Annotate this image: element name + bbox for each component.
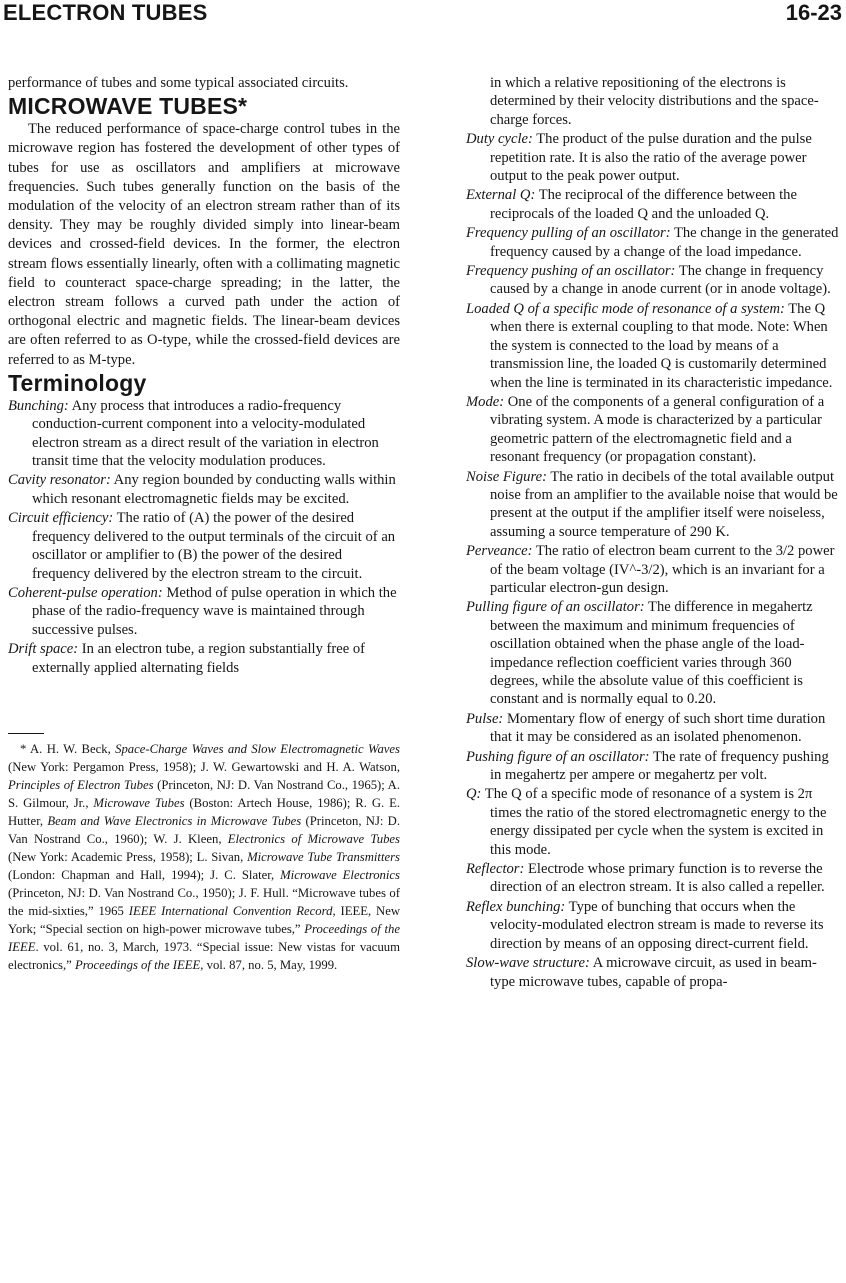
footnote-text: , vol. 87, no. 5, May, 1999.: [200, 957, 338, 972]
definition-text: The reciprocal of the difference between the reciprocals of the loaded Q and the unloaded Q.: [490, 187, 797, 222]
footnote-text: (New York: Pergamon Press, 1958); J. W. Gewartowski and H. A. Watson,: [8, 759, 400, 774]
section-heading-terminology: Terminology: [8, 369, 147, 396]
definition-entry: [466, 300, 840, 392]
definition-entry: [466, 186, 840, 223]
definition-text: Any process that introduces a radio-frequency conduction-current component into a velocity-modulated electron stream as a direct result of the variation in electron transit time that the velocity modulation produces.: [32, 397, 379, 470]
definition-entry: [466, 262, 840, 299]
footnote: [8, 740, 400, 974]
definition-text: Any region bounded by conducting walls within which resonant electromagnetic fields may be excited.: [32, 472, 396, 507]
definition-entry: [8, 584, 400, 639]
right-column: [466, 74, 840, 992]
section-heading-microwave-tubes: MICROWAVE TUBES*: [8, 93, 248, 120]
definition-text: The product of the pulse duration and the pulse repetition rate. It is also the ratio of the average power output to the peak power output.: [490, 131, 812, 185]
definition-entry: [466, 468, 840, 542]
definition-entry: [466, 748, 840, 785]
footnote-citation-title: Electronics of Microwave Tubes: [227, 831, 400, 846]
definition-term: Pulse:: [466, 710, 504, 727]
terminology-list-right: [466, 74, 840, 991]
definition-entry: [466, 785, 840, 859]
definition-text: In an electron tube, a region substantially free of externally applied alternating fields: [32, 641, 366, 676]
definition-term: Drift space:: [8, 641, 79, 658]
definition-term: Pushing figure of an oscillator:: [466, 748, 650, 765]
definition-term: Pulling figure of an oscillator:: [466, 599, 645, 616]
definition-text: The rate of frequency pushing in megahertz per ampere or megahertz per volt.: [490, 748, 829, 784]
definition-term: Bunching:: [8, 397, 69, 414]
definition-entry: [466, 954, 840, 991]
definition-text: The ratio of electron beam current to the 3/2 power of the beam voltage (IV^-3/2), which is an invariant for a particular electron-gun design.: [490, 543, 835, 596]
terminology-list-left: [8, 397, 400, 677]
definition-entry: [466, 224, 840, 261]
footnote-citation-title: Space-Charge Waves and Slow Electromagnetic Waves: [115, 741, 400, 756]
definition-term: Slow-wave structure:: [466, 955, 590, 972]
definition-text: The change in the generated frequency caused by a change of the load impedance.: [490, 225, 839, 260]
definition-text: The Q of a specific mode of resonance of a system is 2π times the ratio of the stored electromagnetic energy to the energy dissipated per cycle when the system is excited in this mode.: [484, 786, 827, 858]
footnote-text: (London: Chapman and Hall, 1994); J. C. Slater,: [8, 867, 281, 882]
definition-text: The change in frequency caused by a change in anode current (or in anode voltage).: [490, 263, 831, 298]
footnote-text: (Princeton, NJ: D. Van Nostrand Co., 1950); J. F. Hull. “Microwave tubes of the mid-sixties,” 1965: [8, 885, 400, 918]
definition-entry: [466, 130, 840, 185]
footnote-text: (New York: Academic Press, 1958); L. Sivan,: [8, 849, 248, 864]
definition-term: Reflex bunching:: [466, 898, 566, 915]
definition-text: Momentary flow of energy of such short time duration that it may be considered as an isolated phenomenon.: [490, 710, 826, 746]
definition-term: Cavity resonator:: [8, 472, 111, 489]
definition-entry: [466, 393, 840, 467]
footnote-text: * A. H. W. Beck,: [20, 741, 116, 756]
definition-entry: [466, 898, 840, 953]
footnote-citation-title: Microwave Electronics: [280, 867, 400, 882]
running-head: [0, 0, 846, 30]
footnote-citation-title: Proceedings of the IEEE: [74, 957, 201, 972]
definition-term: Mode:: [466, 393, 505, 410]
definition-term: Q:: [466, 786, 482, 803]
footnote-citation-title: Principles of Electron Tubes: [8, 777, 154, 792]
definition-entry: [466, 542, 840, 597]
definition-text: The difference in megahertz between the maximum and minimum frequencies of oscillation obtained when the phase angle of the load-impedance reflection coefficient varies through 360 degrees, while the absolute value of this coefficient is constant and is normally equal to 0.20.: [490, 599, 813, 708]
footnote-text: (Princeton, NJ: D. Van Nostrand Co., 1965); A. S. Gilmour, Jr.,: [8, 777, 400, 810]
microwave-tubes-paragraph: The reduced performance of space-charge control tubes in the microwave region has fostered the development of other types of tubes for use as oscillators and amplifiers at microwave frequencies. Such tubes generally function on the basis of the modulation of the velocity of an electron stream rather than of its density. They may be roughly divided simply into linear-beam devices and crossed-field devices. In the former, the electron stream flows essentially linearly, often with a collimating magnetic field to counteract space-charge spreading; in the latter, the electron stream follows a curved path under the action of orthogonal electric and magnetic fields. The linear-beam devices are often referred to as O-type, while the crossed-field devices are referred to as M-type.: [8, 121, 400, 368]
intro-paragraph: performance of tubes and some typical associated circuits.: [8, 75, 349, 91]
footnote-citation-title: Beam and Wave Electronics in Microwave Tubes: [47, 813, 302, 828]
footnote-text: , IEEE, New York; “Special section on high-power microwave tubes,”: [8, 903, 400, 936]
definition-entry: [466, 860, 840, 897]
footnote-text: . vol. 61, no. 3, March, 1973. “Special issue: New vistas for vacuum electronics,”: [8, 939, 400, 972]
footnote-rule: [8, 733, 44, 734]
definition-term: Perveance:: [466, 543, 533, 560]
definition-entry: [8, 640, 400, 677]
definition-term: Loaded Q of a specific mode of resonance of a system:: [466, 300, 785, 317]
footnote-citation-title: Microwave Tubes: [93, 795, 185, 810]
definition-term: External Q:: [466, 187, 536, 204]
definition-text: Electrode whose primary function is to reverse the direction of an electron stream. It is also called a repeller.: [490, 861, 825, 896]
footnote-text: (Boston: Artech House, 1986); R. G. E. Hutter,: [8, 795, 400, 828]
chapter-title: ELECTRON TUBES: [3, 0, 208, 25]
definition-text: in which a relative repositioning of the electrons is determined by their velocity distributions and the space-charge forces.: [490, 75, 819, 128]
definition-text: Method of pulse operation in which the phase of the radio-frequency wave is maintained through successive pulses.: [32, 584, 397, 638]
definition-term: Frequency pushing of an oscillator:: [466, 263, 676, 280]
definition-text: One of the components of a general configuration of a vibrating system. A mode is characterized by a particular geometric pattern of the electromagnetic field and a resonant frequency (or propagation constant).: [490, 393, 825, 466]
definition-text: The Q when there is external coupling to that mode. Note: When the system is connected to the load by means of a transmission line, the loaded Q is customarily determined when the line is terminated in its characteristic impedance.: [490, 300, 833, 391]
footnote-citation-title: IEEE International Convention Record: [128, 903, 333, 918]
definition-text: The ratio of (A) the power of the desired frequency delivered to the output terminals of the circuit of an oscillator or amplifier to (B) the power of the desired frequency delivered by the electron stream to the circuit.: [32, 510, 396, 582]
definition-text: A microwave circuit, as used in beam-type microwave tubes, capable of propa-: [490, 955, 817, 990]
footnote-text: (Princeton, NJ: D. Van Nostrand Co., 1960); W. J. Kleen,: [8, 813, 400, 846]
definition-term: Reflector:: [466, 861, 525, 878]
definition-term: Frequency pulling of an oscillator:: [466, 225, 671, 242]
footnote-citation-title: Proceedings of the IEEE: [8, 921, 400, 954]
definition-text: Type of bunching that occurs when the velocity-modulated electron stream is made to reverse its direction by means of an opposing direct-current field.: [490, 898, 824, 952]
footnote-citation-title: Microwave Tube Transmitters: [247, 849, 400, 864]
definition-entry: [8, 509, 400, 583]
definition-text: The ratio in decibels of the total available output noise from an amplifier to the available noise that would be present at the output if the amplifier itself were noiseless, assuming a source temperature of 290 K.: [490, 468, 838, 540]
left-column: [8, 74, 400, 974]
definition-entry: [466, 710, 840, 747]
definition-entry: [466, 598, 840, 708]
definition-entry: [8, 471, 400, 508]
definition-entry: [8, 397, 400, 471]
definition-term: Coherent-pulse operation:: [8, 584, 163, 601]
definition-entry: [466, 74, 840, 129]
definition-term: Duty cycle:: [466, 131, 533, 148]
definition-term: Noise Figure:: [466, 468, 547, 485]
definition-term: Circuit efficiency:: [8, 510, 114, 527]
page-number: 16-23: [785, 0, 842, 25]
